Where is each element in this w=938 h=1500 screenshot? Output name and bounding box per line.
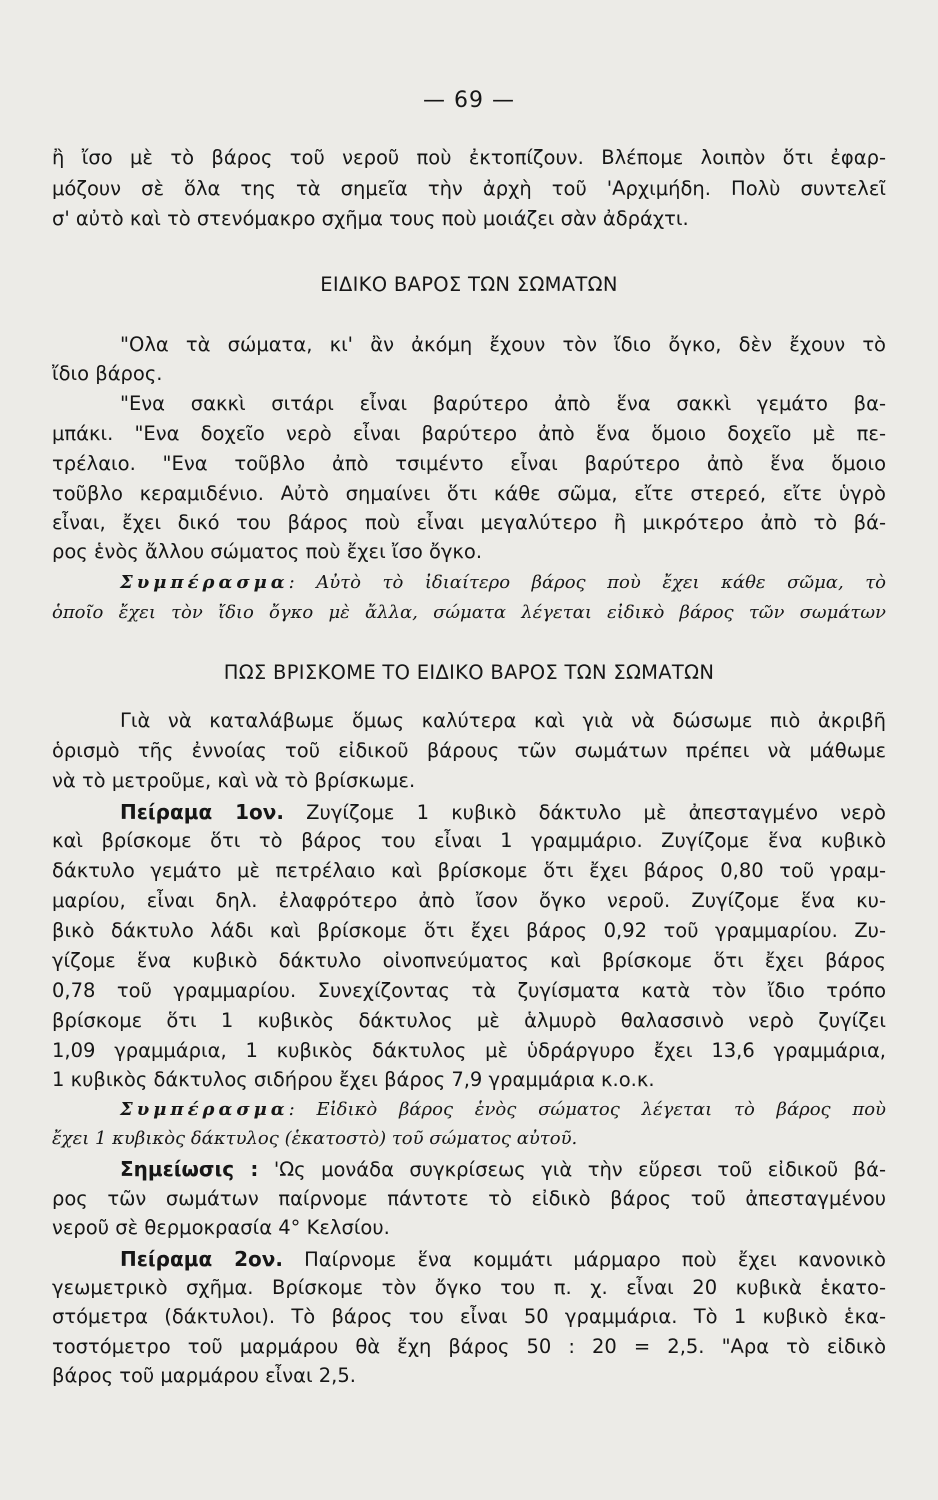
text-line: βάρος τοῦ μαρμάρου εἶναι 2,5. bbox=[52, 1364, 356, 1387]
text-line: βρίσκομε ὅτι 1 κυβικὸς δάκτυλος μὲ ἁλμυρὸ θαλασσινὸ νερὸ ζυγίζει bbox=[52, 1009, 886, 1032]
text-line: ἴδιο βάρος. bbox=[52, 362, 163, 385]
text-line: νὰ τὸ μετροῦμε, καὶ νὰ τὸ βρίσκωμε. bbox=[52, 769, 416, 792]
text-line: τοῦβλο κεραμιδένιο. Αὐτὸ σημαίνει ὅτι κάθε σῶμα, εἴτε στερεό, εἴτε ὑγρὸ bbox=[52, 482, 886, 505]
note-line bbox=[120, 1154, 886, 1185]
text-line: εἶναι, ἔχει δικό του βάρος ποὺ εἶναι μεγαλύτερο ἢ μικρότερο ἀπὸ τὸ βά- bbox=[52, 511, 886, 534]
text-line: ὁρισμὸ τῆς ἐννοίας τοῦ εἰδικοῦ βάρους τῶν σωμάτων πρέπει νὰ μάθωμε bbox=[52, 739, 886, 762]
text-line: ρος ἑνὸς ἄλλου σώματος ποὺ ἔχει ἴσο ὄγκο. bbox=[52, 540, 483, 563]
note-label: Σημείωσις : bbox=[120, 1157, 259, 1181]
note-text: 'Ως μονάδα συγκρίσεως γιὰ τὴν εὕρεσι τοῦ εἰδικοῦ βά- bbox=[258, 1158, 886, 1181]
text-line: γεωμετρικὸ σχῆμα. Βρίσκομε τὸν ὄγκο του π. χ. εἶναι 20 κυβικὰ ἑκατο- bbox=[52, 1276, 886, 1299]
text-line: 0,78 τοῦ γραμμαρίου. Συνεχίζοντας τὰ ζυγίσματα κατὰ τὸν ἴδιο τρόπο bbox=[52, 979, 886, 1002]
text-line: 1,09 γραμμάρια, 1 κυβικὸς δάκτυλος μὲ ὑδράργυρο ἔχει 13,6 γραμμάρια, bbox=[52, 1039, 886, 1062]
text-line: ρος τῶν σωμάτων παίρνομε πάντοτε τὸ εἰδικὸ βάρος τοῦ ἀπεσταγμένου bbox=[52, 1187, 886, 1210]
text-line: καὶ βρίσκομε ὅτι τὸ βάρος του εἶναι 1 γραμμάριο. Ζυγίζομε ἕνα κυβικὸ bbox=[52, 829, 886, 852]
conclusion-line: ἔχει 1 κυβικὸς δάκτυλος (ἑκατοστὸ) τοῦ σώματος αὐτοῦ. bbox=[52, 1128, 578, 1149]
conclusion-line: ὁποῖο ἔχει τὸν ἴδιο ὄγκο μὲ ἄλλα, σώματα λέγεται εἰδικὸ βάρος τῶν σωμάτων bbox=[52, 602, 886, 623]
experiment-text: Ζυγίζομε 1 κυβικὸ δάκτυλο μὲ ἀπεσταγμένο νερὸ bbox=[284, 801, 886, 824]
text-line: Γιὰ νὰ καταλάβωμε ὅμως καλύτερα καὶ γιὰ νὰ δώσωμε πιὸ ἀκριβῆ bbox=[120, 709, 886, 732]
text-line: δάκτυλο γεμάτο μὲ πετρέλαιο καὶ βρίσκομε ὅτι ἔχει βάρος 0,80 τοῦ γραμ- bbox=[52, 859, 886, 882]
conclusion-line bbox=[120, 568, 886, 598]
experiment-line bbox=[120, 1244, 886, 1275]
section-heading: ΠΩΣ ΒΡΙΣΚΟΜΕ ΤΟ ΕΙΔΙΚΟ ΒΑΡΟΣ ΤΩΝ ΣΩΜΑΤΩΝ bbox=[223, 661, 715, 684]
text-line: νεροῦ σὲ θερμοκρασία 4° Κελσίου. bbox=[52, 1216, 390, 1239]
conclusion-text: : Αὐτὸ τὸ ἰδιαίτερο βάρος ποὺ ἔχει κάθε σῶμα, τὸ bbox=[288, 572, 886, 593]
conclusion-text: : Εἰδικὸ βάρος ἑνὸς σώματος λέγεται τὸ βάρος ποὺ bbox=[288, 1099, 886, 1120]
text-line: "Ολα τὰ σώματα, κι' ἂν ἀκόμη ἔχουν τὸν ἴδιο ὄγκο, δὲν ἔχουν τὸ bbox=[120, 333, 886, 356]
text-line: βικὸ δάκτυλο λάδι καὶ βρίσκομε ὅτι ἔχει βάρος 0,92 τοῦ γραμμαρίου. Ζυ- bbox=[52, 919, 886, 942]
conclusion-line bbox=[120, 1095, 886, 1125]
text-line: ἢ ἴσο μὲ τὸ βάρος τοῦ νεροῦ ποὺ ἐκτοπίζουν. Βλέπομε λοιπὸν ὅτι ἐφαρ- bbox=[52, 146, 886, 169]
text-line: σ' αὐτὸ καὶ τὸ στενόμακρο σχῆμα τους ποὺ μοιάζει σὰν ἀδράχτι. bbox=[52, 207, 689, 230]
experiment-label: Πείραμα 1ον. bbox=[120, 800, 284, 824]
text-line: μόζουν σὲ ὅλα της τὰ σημεῖα τὴν ἀρχὴ τοῦ 'Αρχιμήδη. Πολὺ συντελεῖ bbox=[52, 177, 886, 200]
text-line: τρέλαιο. "Ενα τοῦβλο ἀπὸ τσιμέντο εἶναι βαρύτερο ἀπὸ ἕνα ὅμοιο bbox=[52, 452, 886, 475]
section-heading: ΕΙΔΙΚΟ ΒΑΡΟΣ ΤΩΝ ΣΩΜΑΤΩΝ bbox=[320, 273, 618, 296]
text-line: 1 κυβικὸς δάκτυλος σιδήρου ἔχει βάρος 7,9 γραμμάρια κ.ο.κ. bbox=[52, 1068, 655, 1091]
experiment-line bbox=[120, 797, 886, 828]
conclusion-label: Συμπέρασμα bbox=[120, 572, 289, 593]
experiment-label: Πείραμα 2ον. bbox=[120, 1247, 283, 1271]
conclusion-label: Συμπέρασμα bbox=[120, 1099, 289, 1120]
text-line: "Ενα σακκὶ σιτάρι εἶναι βαρύτερο ἀπὸ ἕνα σακκὶ γεμάτο βα- bbox=[120, 392, 886, 415]
page-number: — 69 — bbox=[423, 88, 515, 113]
text-line: γίζομε ἕνα κυβικὸ δάκτυλο οἰνοπνεύματος καὶ βρίσκομε ὅτι ἔχει βάρος bbox=[52, 949, 886, 972]
text-line: στόμετρα (δάκτυλοι). Τὸ βάρος του εἶναι 50 γραμμάρια. Τὸ 1 κυβικὸ ἑκα- bbox=[52, 1305, 886, 1328]
text-line: τοστόμετρο τοῦ μαρμάρου θὰ ἔχη βάρος 50 : 20 = 2,5. "Αρα τὸ εἰδικὸ bbox=[52, 1335, 886, 1358]
experiment-text: Παίρνομε ἕνα κομμάτι μάρμαρο ποὺ ἔχει κανονικὸ bbox=[282, 1248, 886, 1271]
text-line: μαρίου, εἶναι δηλ. ἐλαφρότερο ἀπὸ ἴσον ὄγκο νεροῦ. Ζυγίζομε ἕνα κυ- bbox=[52, 889, 886, 912]
text-line: μπάκι. "Ενα δοχεῖο νερὸ εἶναι βαρύτερο ἀπὸ ἕνα ὅμοιο δοχεῖο μὲ πε- bbox=[52, 422, 886, 445]
